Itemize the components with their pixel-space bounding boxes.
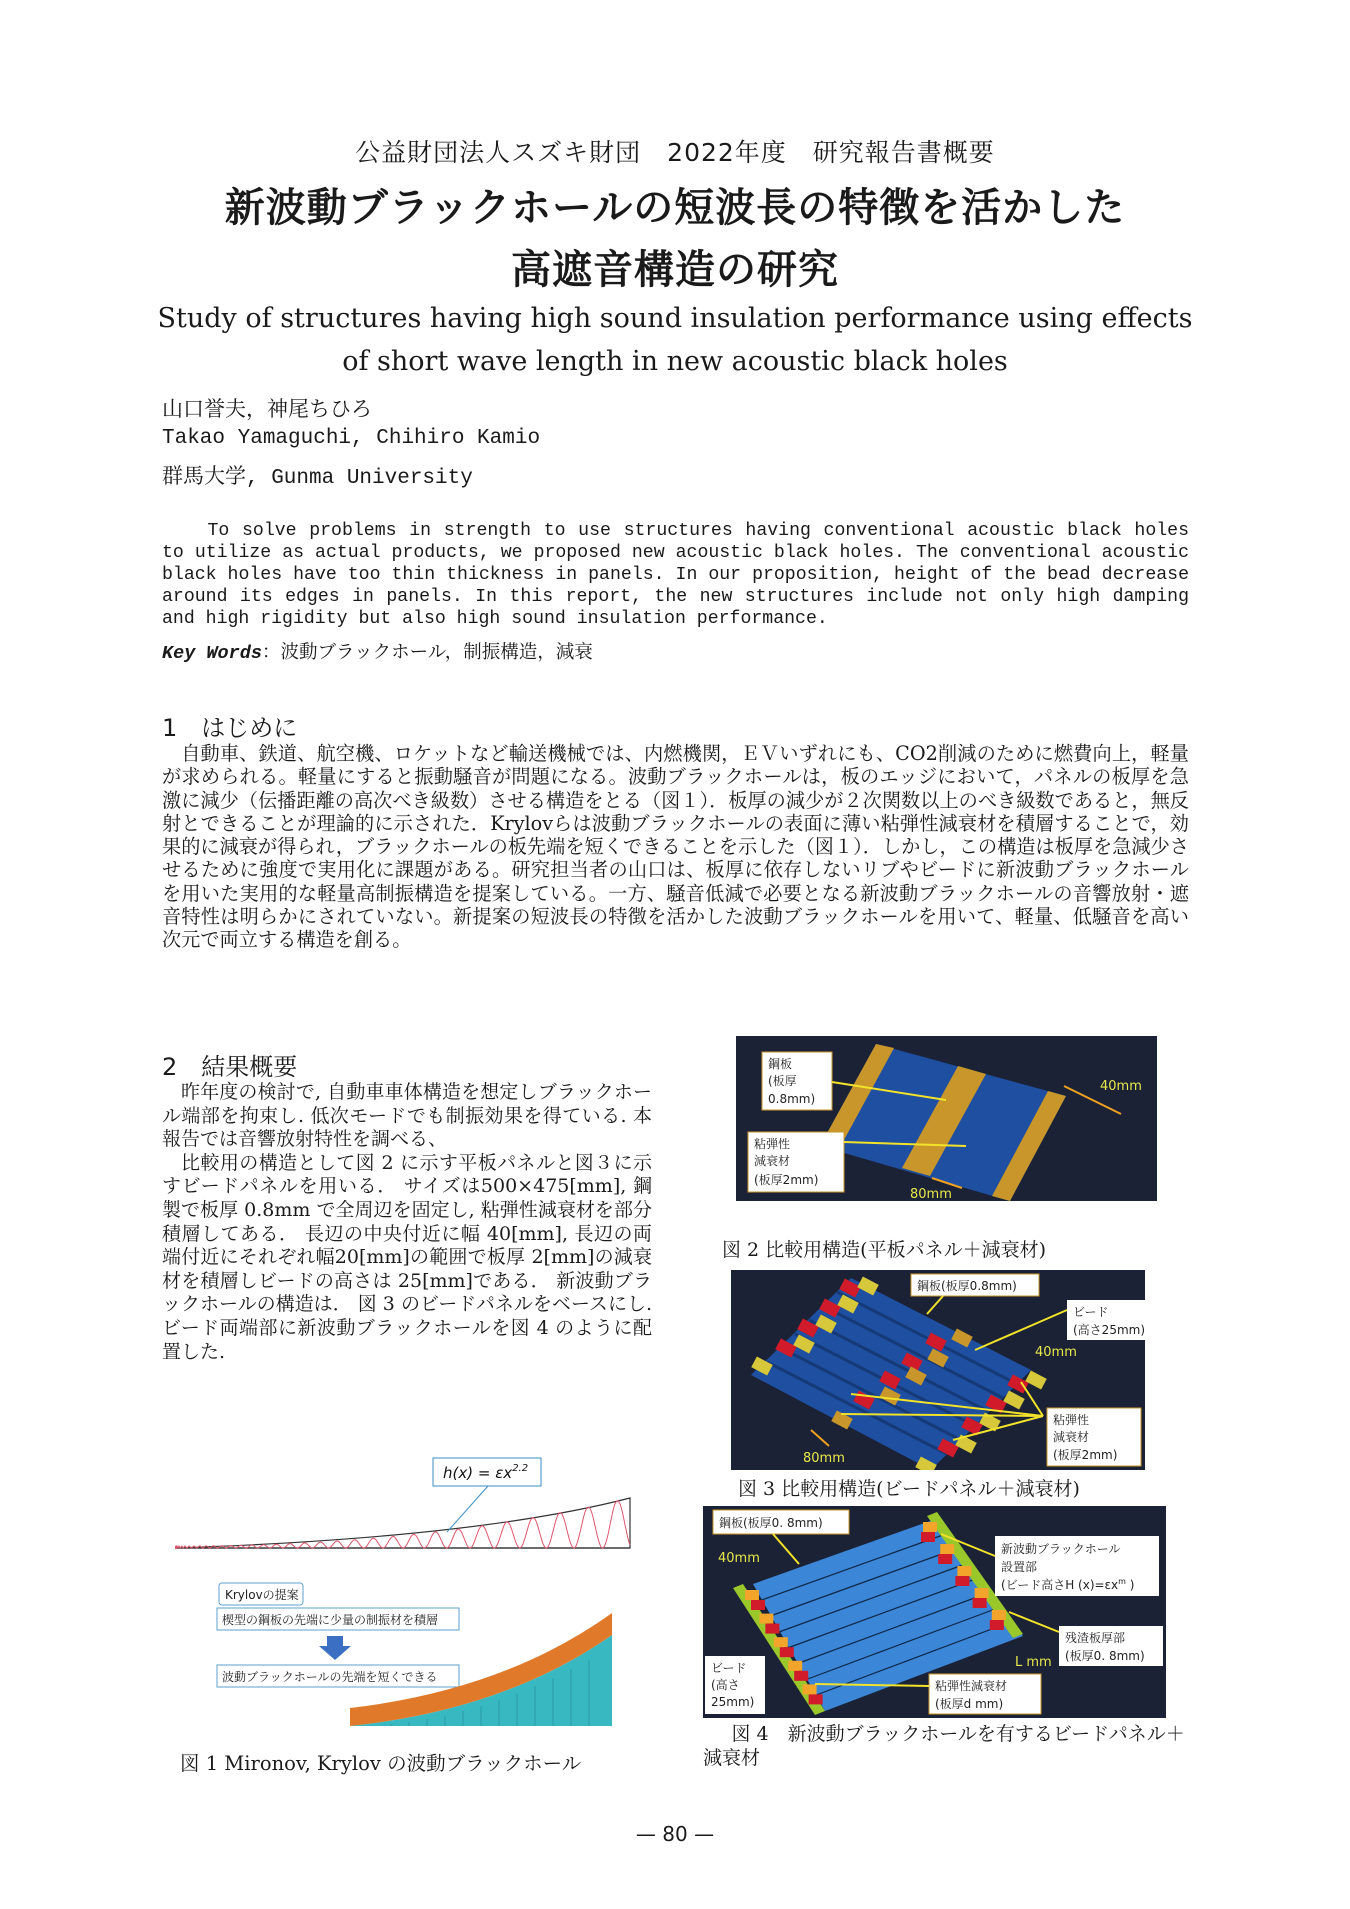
authors-en: Takao Yamaguchi, Chihiro Kamio	[162, 427, 541, 450]
abh-tapered-bead	[973, 1598, 987, 1608]
damper-pad	[745, 1590, 759, 1600]
label-bead-3: 25mm)	[711, 1695, 755, 1709]
damper-pad	[788, 1661, 802, 1671]
callout-arrow-steel	[927, 1296, 943, 1314]
dimension-L-mm: L mm	[1015, 1655, 1052, 1670]
damper-pad	[759, 1614, 773, 1624]
krylov-proposal-text: Krylovの提案	[225, 1588, 299, 1602]
figure1-caption: 図 1 Mironov, Krylov の波動ブラックホール	[180, 1752, 582, 1775]
dimension-80mm: 80mm	[803, 1451, 845, 1466]
abh-tapered-bead	[751, 1600, 765, 1610]
wave-oscillation	[175, 1501, 630, 1548]
label-damper-1: 粘弾性減衰材	[935, 1679, 1008, 1693]
label-abh-3: (ビード高さH $(x)=\varepsilon x^m$ )	[1001, 1577, 1135, 1592]
section2-body	[162, 1081, 652, 1364]
figure1-image	[175, 1450, 635, 1732]
label-residual-1: 残渣板厚部	[1065, 1631, 1126, 1645]
section1-heading: 1 はじめに	[162, 714, 298, 742]
abh-tapered-bead	[938, 1554, 952, 1564]
label-damper-1: 粘弾性	[1053, 1413, 1090, 1427]
label-bead-1: ビード	[711, 1661, 747, 1675]
figure2-image	[736, 1036, 1157, 1201]
label-damper-3: (板厚2mm)	[1053, 1448, 1118, 1462]
figure2-caption: 図 2 比較用構造(平板パネル＋減衰材)	[722, 1239, 1046, 1261]
abh-tapered-bead	[955, 1576, 969, 1586]
label-steel: 鋼板(板厚0. 8mm)	[719, 1516, 823, 1530]
damper-pad	[774, 1637, 788, 1647]
figure4-caption: 図 4 新波動ブラックホールを有するビードパネル＋減衰材	[703, 1723, 1185, 1769]
figure3-caption: 図 3 比較用構造(ビードパネル＋減衰材)	[738, 1478, 1080, 1500]
keywords-line	[162, 638, 593, 664]
title-en-line1: Study of structures having high sound insulation performance using effects	[157, 303, 1193, 334]
keywords-separator: ：	[261, 643, 281, 664]
label-bead-1: ビード	[1073, 1305, 1109, 1319]
keywords-label: Key Words	[162, 643, 262, 664]
label-damper-2: 減衰材	[1053, 1430, 1090, 1444]
section2-heading: 2 結果概要	[162, 1053, 298, 1081]
label-steel-1: 鋼板	[768, 1057, 793, 1071]
wedge-profile	[175, 1498, 630, 1548]
callout-arrow-steel	[773, 1534, 799, 1564]
dimension-40mm: 40mm	[718, 1551, 760, 1566]
keywords-list: 波動ブラックホール，制振構造，減衰	[280, 643, 593, 664]
figure3-diagram	[731, 1270, 1145, 1470]
page-number: — 80 —	[635, 1822, 715, 1846]
dimension-40mm: 40mm	[1100, 1079, 1142, 1094]
figure3-image	[731, 1270, 1145, 1470]
label-damper-2: (板厚d mm)	[935, 1697, 1004, 1711]
title-en-line2: of short wave length in new acoustic black holes	[342, 346, 1008, 377]
damper-pad	[803, 1684, 817, 1694]
section2-paragraph: 昨年度の検討で, 自動車車体構造を想定しブラックホール端部を拘束し. 低次モードでも制振効果を得ている. 本報告では音響放射特性を調べる、	[162, 1081, 652, 1151]
abh-tapered-bead	[921, 1532, 935, 1542]
label-abh-2: 設置部	[1001, 1560, 1038, 1574]
formula-exponent: 2.2	[512, 1463, 529, 1474]
label-residual-2: (板厚0. 8mm)	[1065, 1649, 1145, 1663]
abstract: To solve problems in strength to use structures having conventional acoustic black holes to utilize as actual products, we proposed new acoustic black holes. The conventional acoustic black holes have too thin thickness in panels. In our proposition, height of the bead decrease around its edges in panels. In this report, the new structures include not only high damping and high rigidity but also high sound insulation performance.	[162, 521, 1189, 629]
label-damper-2: 減衰材	[754, 1154, 791, 1168]
figure2-diagram	[736, 1036, 1157, 1201]
dimension-80mm: 80mm	[910, 1187, 952, 1201]
title-jp-line1: 新波動ブラックホールの短波長の特徴を活かした	[224, 185, 1126, 231]
formula-text: $h(x) = \varepsilon x^{2.2}$	[443, 1463, 529, 1482]
dimension-arrow-80	[811, 1430, 829, 1446]
label-damper-3: (板厚2mm)	[754, 1173, 819, 1187]
down-arrow-icon	[319, 1636, 351, 1660]
abh-tapered-bead	[780, 1647, 794, 1657]
damper-pad	[975, 1588, 989, 1598]
label-damper-1: 粘弾性	[754, 1137, 791, 1151]
label-steel: 鋼板(板厚0.8mm)	[917, 1279, 1017, 1293]
label-bead-2: (高さ	[711, 1678, 740, 1692]
report-series-header: 公益財団法人スズキ財団 2022年度 研究報告書概要	[355, 138, 995, 167]
section2-paragraph: 比較用の構造として図 2 に示す平板パネルと図３に示すビードパネルを用いる． サイズは500×475[mm], 鋼製で板厚 0.8mm で全周辺を固定し, 粘弾性減衰材を部分積層してある． 長辺の中央付近に幅 40[mm], 長辺の両端付近にそれぞれ幅20[mm]の範囲で板厚 2[mm]の減衰材を積層しビードの高さは 25[mm]である． 新波動ブラックホールの構造は． 図 3 のビードパネルをベースにし. ビード両端部に新波動ブラックホールを図 4 のように配置した.	[162, 1151, 652, 1363]
figure1-diagram	[175, 1450, 635, 1732]
callout-arrow-bead	[975, 1310, 1067, 1350]
authors-jp: 山口誉夫，神尾ちひろ	[162, 397, 372, 421]
krylov-step1-text: 楔型の鋼板の先端に少量の制振材を積層	[222, 1613, 439, 1627]
krylov-step2-text: 波動ブラックホールの先端を短くできる	[222, 1670, 438, 1684]
affiliation: 群馬大学, Gunma University	[162, 467, 473, 490]
label-abh-1: 新波動ブラックホール	[1001, 1542, 1121, 1556]
label-bead-2: (高さ25mm)	[1073, 1323, 1145, 1337]
abh-tapered-bead	[794, 1671, 808, 1681]
damper-pad	[923, 1522, 937, 1532]
abh-tapered-bead	[990, 1620, 1004, 1630]
damper-pad	[1025, 1370, 1047, 1389]
label-steel-3: 0.8mm)	[768, 1092, 816, 1106]
damper-pad	[940, 1544, 954, 1554]
title-jp-line2: 高遮音構造の研究	[511, 247, 839, 293]
figure4-diagram	[703, 1506, 1166, 1718]
damper-pad	[957, 1566, 971, 1576]
label-steel-2: (板厚	[768, 1074, 797, 1088]
abh-tapered-bead	[765, 1624, 779, 1634]
figure4-image	[703, 1506, 1166, 1718]
damper-pad	[992, 1610, 1006, 1620]
dimension-40mm: 40mm	[1035, 1345, 1077, 1360]
section1-body: 自動車、鉄道、航空機、ロケットなど輸送機械では、内燃機関，ＥＶいずれにも、CO2削減のために燃費向上，軽量が求められる。軽量にすると振動騒音が問題になる。波動ブラックホールは，板のエッジにおいて，パネルの板厚を急激に減少（伝播距離の高次べき級数）させる構造をとる（図１）．板厚の減少が２次関数以上のべき級数であると，無反射とできることが理論的に示された．Krylovらは波動ブラックホールの表面に薄い粘弾性減衰材を積層することで，効果的に減衰が得られ，ブラックホールの板先端を短くできることを示した（図１）．しかし，この構造は板厚を急減少させるために強度で実用化に課題がある。研究担当者の山口は、板厚に依存しないリブやビードに新波動ブラックホールを用いた実用的な軽量高制振構造を提案している。一方、騒音低減で必要となる新波動ブラックホールの音響放射・遮音特性は明らかにされていない。新提案の短波長の特徴を活かした波動ブラックホールを用いて、軽量、低騒音を高い次元で両立する構造を創る。	[162, 742, 1189, 952]
abh-tapered-bead	[809, 1694, 823, 1704]
